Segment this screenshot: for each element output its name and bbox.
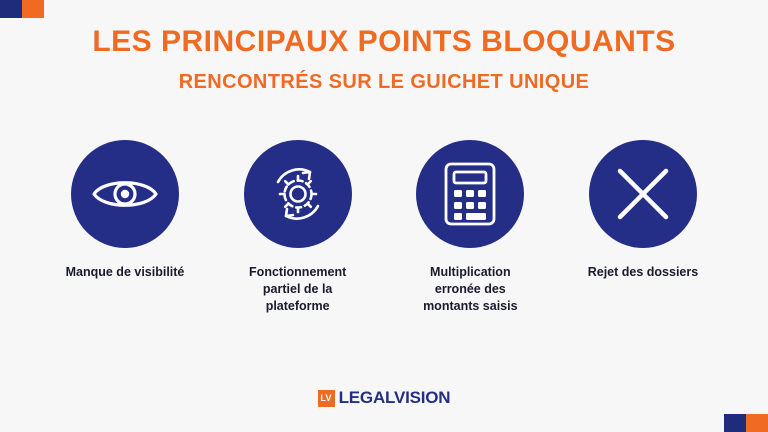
corner-block-navy: [0, 0, 22, 18]
calculator-icon: [443, 161, 497, 227]
heading-block: [0, 24, 768, 94]
corner-block-orange: [22, 0, 44, 18]
icon-circle: [416, 140, 524, 248]
gear-cycle-icon: [266, 162, 330, 226]
cross-icon: [614, 165, 672, 223]
corner-block-navy: [724, 414, 746, 432]
logo-text: [339, 388, 451, 408]
list-item: [568, 140, 718, 281]
icon-circle: [589, 140, 697, 248]
blocking-points-list: [50, 140, 718, 315]
list-item: [50, 140, 200, 281]
page-subtitle: RENCONTRÉS SUR LE GUICHET UNIQUE: [178, 71, 590, 93]
page-title: LES PRINCIPAUX POINTS BLOQUANTS: [92, 25, 676, 58]
brand-logo: [0, 388, 768, 408]
list-item-label: Multiplication erronée des montants saisis: [423, 265, 518, 313]
corner-decoration-bottom-right: [724, 414, 768, 432]
corner-decoration-top-left: [0, 0, 44, 18]
list-item-label: Rejet des dossiers: [587, 265, 699, 279]
corner-block-orange: [746, 414, 768, 432]
list-item: [395, 140, 545, 315]
list-item-label: Fonctionnement partiel de la plateforme: [249, 265, 347, 313]
icon-circle: [71, 140, 179, 248]
logo-text-secondary: VISION: [393, 388, 451, 407]
icon-circle: [244, 140, 352, 248]
list-item: [223, 140, 373, 315]
logo-badge: LV: [318, 390, 335, 407]
eye-icon: [90, 170, 160, 218]
logo-text-primary: LEGAL: [338, 388, 394, 407]
list-item-label: Manque de visibilité: [65, 265, 185, 279]
